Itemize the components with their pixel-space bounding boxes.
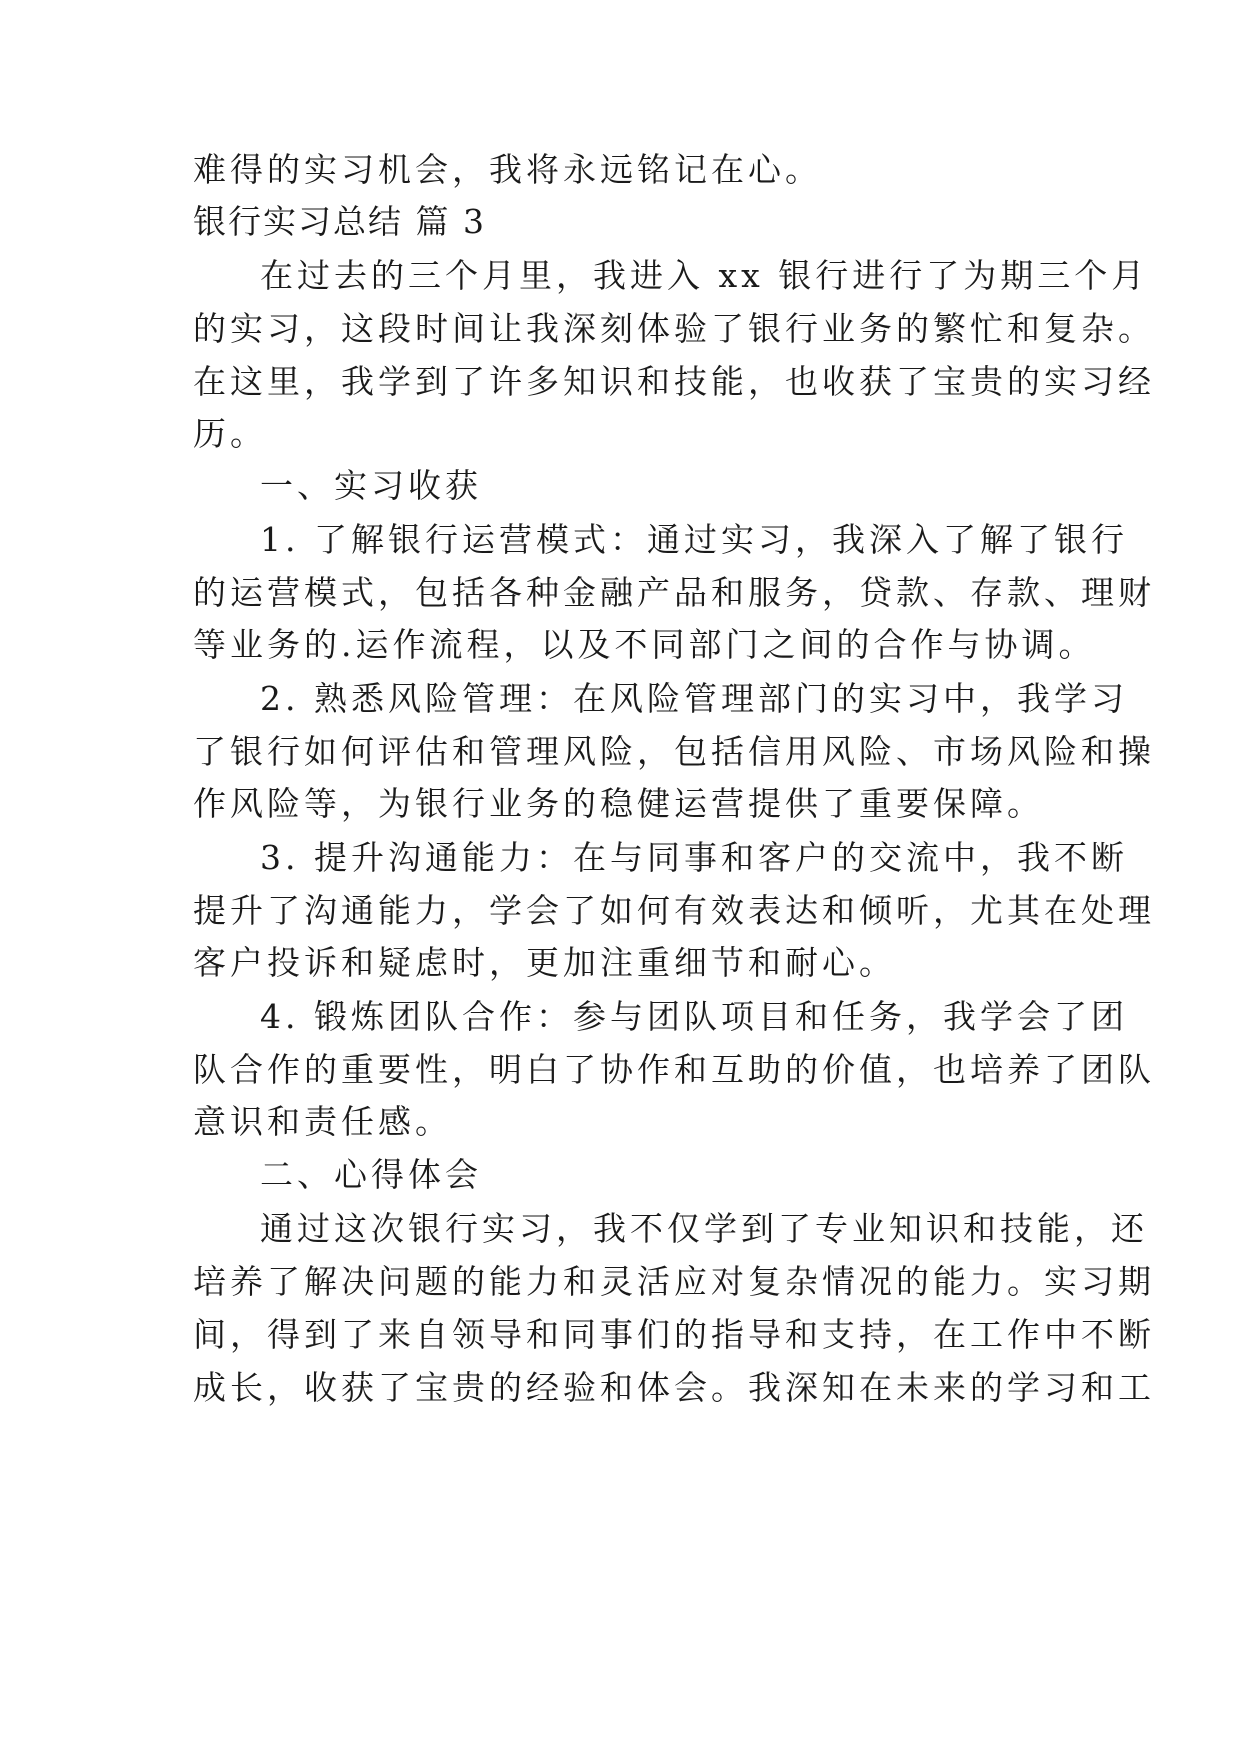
text-line: 意识和责任感。 — [193, 1102, 452, 1141]
text-line: 作风险等，为银行业务的稳健运营提供了重要保障。 — [193, 784, 1044, 823]
text-line: 等业务的.运作流程，以及不同部门之间的合作与协调。 — [193, 625, 1096, 664]
subheading: 一、实习收获 — [260, 466, 482, 505]
text-line: 提升了沟通能力，学会了如何有效表达和倾听，尤其在处理 — [193, 891, 1155, 930]
text-line: 通过这次银行实习，我不仅学到了专业知识和技能，还 — [260, 1209, 1148, 1248]
text-line: 的实习，这段时间让我深刻体验了银行业务的繁忙和复杂。 — [193, 309, 1155, 348]
text-line: 培养了解决问题的能力和灵活应对复杂情况的能力。实习期 — [193, 1262, 1155, 1301]
text-line: 成长，收获了宝贵的经验和体会。我深知在未来的学习和工 — [193, 1368, 1155, 1407]
text-line: 1. 了解银行运营模式：通过实习，我深入了解了银行 — [260, 520, 1128, 559]
text-line: 了银行如何评估和管理风险，包括信用风险、市场风险和操 — [193, 732, 1155, 771]
text-line: 历。 — [193, 414, 267, 453]
text-line: 客户投诉和疑虑时，更加注重细节和耐心。 — [193, 943, 896, 982]
text-line: 3. 提升沟通能力：在与同事和客户的交流中，我不断 — [260, 838, 1128, 877]
text-line: 在这里，我学到了许多知识和技能，也收获了宝贵的实习经 — [193, 362, 1155, 401]
section-title: 银行实习总结 篇 3 — [193, 202, 486, 241]
text-line: 在过去的三个月里，我进入 xx 银行进行了为期三个月 — [260, 256, 1149, 295]
subheading: 二、心得体会 — [260, 1155, 482, 1194]
text-line: 的运营模式，包括各种金融产品和服务，贷款、存款、理财 — [193, 573, 1155, 612]
text-line: 队合作的重要性，明白了协作和互助的价值，也培养了团队 — [193, 1050, 1155, 1089]
text-line: 4. 锻炼团队合作：参与团队项目和任务，我学会了团 — [260, 997, 1128, 1036]
text-line: 难得的实习机会，我将永远铭记在心。 — [193, 150, 822, 189]
text-line: 2. 熟悉风险管理：在风险管理部门的实习中，我学习 — [260, 679, 1128, 718]
text-line: 间，得到了来自领导和同事们的指导和支持，在工作中不断 — [193, 1315, 1155, 1354]
